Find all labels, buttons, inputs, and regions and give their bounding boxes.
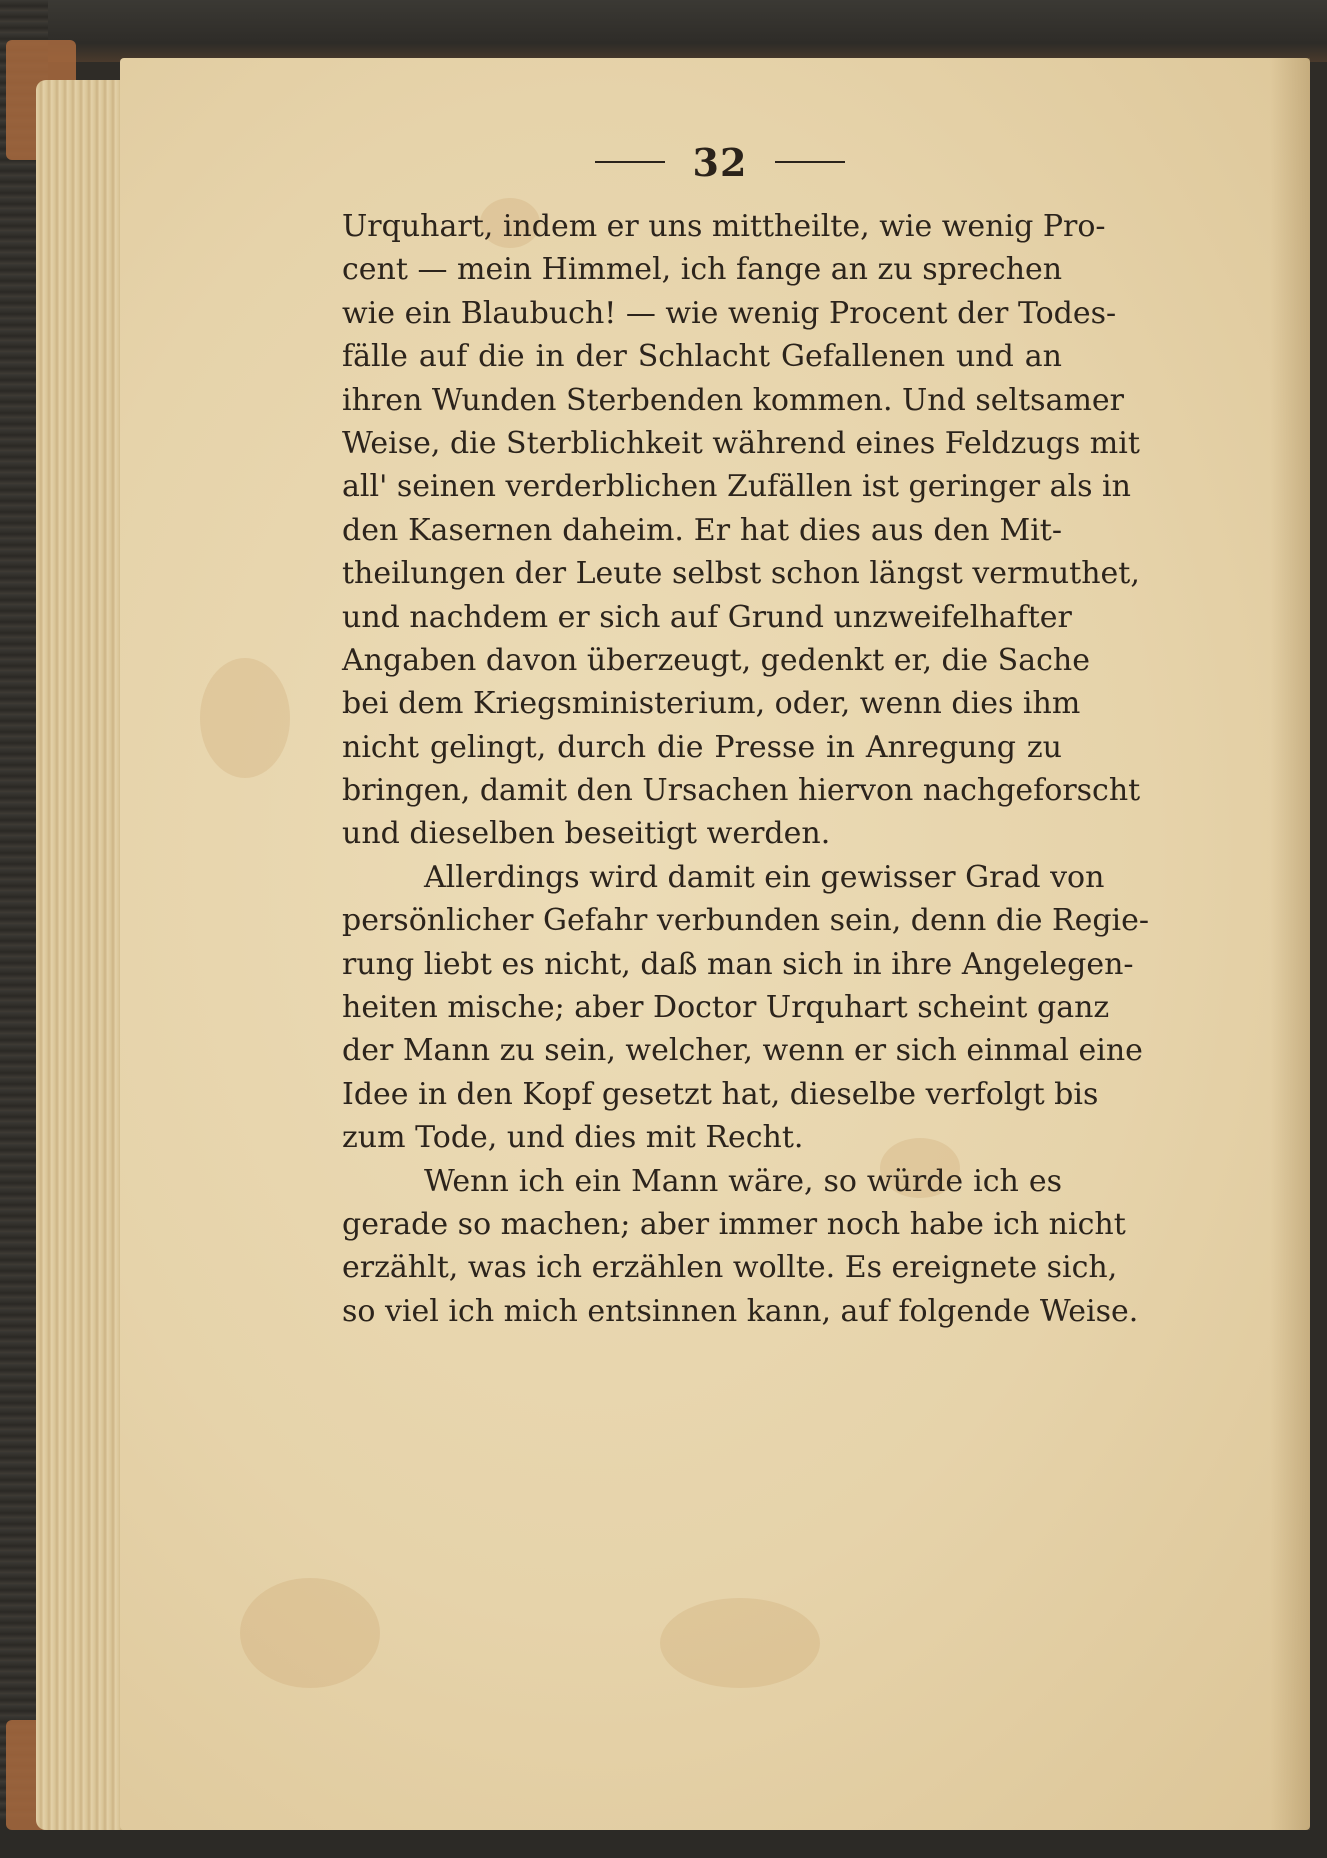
- header-rule-left: [595, 161, 665, 163]
- foxing-spot: [200, 658, 290, 778]
- text-line: Idee in den Kopf gesetzt hat, dieselbe verfolgt bis: [342, 1076, 1099, 1112]
- body-text: [342, 205, 1150, 1333]
- text-line: den Kasernen daheim. Er hat dies aus den Mit-: [342, 512, 1062, 548]
- text-line: bei dem Kriegsministerium, oder, wenn dies ihm: [342, 686, 1081, 722]
- text-line: cent — mein Himmel, ich fange an zu sprechen: [342, 252, 1063, 288]
- text-line: heiten mische; aber Doctor Urquhart scheint ganz: [342, 990, 1110, 1026]
- text-line: der Mann zu sein, welcher, wenn er sich einmal eine: [342, 1033, 1143, 1069]
- text-line: so viel ich mich entsinnen kann, auf folgende Weise.: [342, 1293, 1139, 1329]
- text-line: theilungen der Leute selbst schon längst vermuthet,: [342, 556, 1140, 592]
- text-line: fälle auf die in der Schlacht Gefallenen und an: [342, 339, 1062, 375]
- book-cover-top: [0, 0, 1327, 62]
- text-line: persönlicher Gefahr verbunden sein, denn die Regie-: [342, 903, 1150, 939]
- header-rule-right: [775, 161, 845, 163]
- text-line: rung liebt es nicht, daß man sich in ihre Angelegen-: [342, 946, 1134, 982]
- paragraph-start-line: Wenn ich ein Mann wäre, so würde ich es: [424, 1163, 1062, 1199]
- page-gutter-shadow: [1270, 58, 1310, 1830]
- text-line: bringen, damit den Ursachen hiervon nachgeforscht: [342, 773, 1141, 809]
- text-line: wie ein Blaubuch! — wie wenig Procent der Todes-: [342, 295, 1117, 331]
- text-line: all' seinen verderblichen Zufällen ist geringer als in: [342, 469, 1131, 505]
- text-line: ihren Wunden Sterbenden kommen. Und seltsamer: [342, 382, 1124, 418]
- text-line: gerade so machen; aber immer noch habe ich nicht: [342, 1206, 1126, 1242]
- paragraph-start-line: Allerdings wird damit ein gewisser Grad von: [424, 859, 1105, 895]
- text-line: und nachdem er sich auf Grund unzweifelhafter: [342, 599, 1072, 635]
- page-header: [560, 132, 880, 192]
- text-line: Urquhart, indem er uns mittheilte, wie wenig Pro-: [342, 209, 1106, 244]
- text-line: erzählt, was ich erzählen wollte. Es ereignete sich,: [342, 1250, 1118, 1286]
- text-line: Angaben davon überzeugt, gedenkt er, die Sache: [342, 642, 1090, 678]
- text-line: Weise, die Sterblichkeit während eines Feldzugs mit: [342, 425, 1140, 461]
- page-number: 32: [692, 139, 748, 185]
- paragraph-end-line: zum Tode, und dies mit Recht.: [342, 1120, 804, 1156]
- text-line: nicht gelingt, durch die Presse in Anregung zu: [342, 729, 1062, 765]
- foxing-spot: [240, 1578, 380, 1688]
- paragraph-end-line: und dieselben beseitigt werden.: [342, 816, 831, 852]
- foxing-spot: [660, 1598, 820, 1688]
